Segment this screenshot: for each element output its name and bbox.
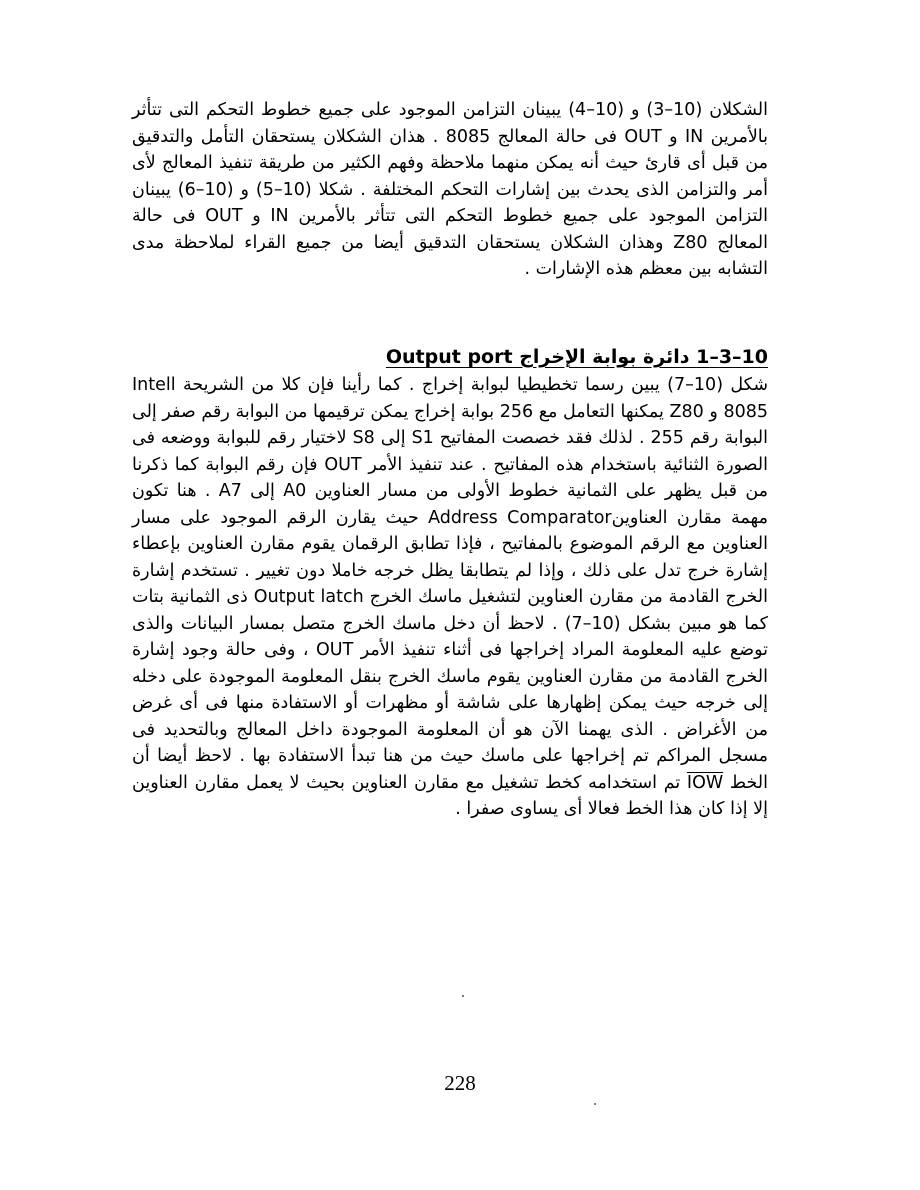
intro-paragraph: الشكلان (10–3) و (10–4) يبينان التزامن الموجود على جميع خطوط التحكم التى تتأثر بالأمرين IN و OUT فى حالة المعالج 8085 . هذان الشكلان يستحقان التأمل والتدقيق من قبل أى قارئ حيث أنه يمكن منهما ملاحظة وفهم الكثير من طريقة تنفيذ المعالج لأى أمر والتزامن الذى يحدث بين إشارات التحكم المختلفة . شكلا (10–5) و (10–6) يبينان التزامن الموجود على جميع خطوط التحكم التى تتأثر بالأمرين IN و OUT فى حالة المعالج Z80 وهذان الشكلان يستحقان التدقيق أيضا من جميع القراء لملاحظة مدى التشابه بين معظم هذه الإشارات . (132, 100, 769, 279)
scan-speck (462, 995, 464, 997)
body-paragraph-end: تم استخدامه كخط تشغيل مع مقارن العناوين بحيث لا يعمل مقارن العناوين إلا إذا كان هذا الخط فعالا أى يساوى صفرا . (132, 772, 768, 819)
body-paragraph-block (132, 372, 768, 823)
iow-signal-label: IOW (686, 772, 724, 793)
section-heading: 10–3–1 دائرة بوابة الإخراج Output port (385, 346, 768, 368)
scan-speck (594, 1103, 596, 1105)
body-paragraph-main: شكل (10–7) يبين رسما تخطيطيا لبوابة إخراج . كما رأينا فإن كلا من الشريحة Intell 8085 و Z80 يمكنها التعامل مع 256 بوابة إخراج يمكن ترقيمها من البوابة رقم صفر إلى البوابة رقم 255 . لذلك فقد خصصت المفاتيح S1 إلى S8 لاختيار رقم للبوابة ووضعه فى الصورة الثنائية باستخدام هذه المفاتيح . عند تنفيذ الأمر OUT فإن رقم البوابة كما ذكرنا من قبل يظهر على الثمانية خطوط الأولى من مسار العناوين A0 إلى A7 . هنا تكون مهمة مقارن العناوينAddress Comparator حيث يقارن الرقم الموجود على مسار العناوين مع الرقم الموضوع بالمفاتيح ، فإذا تطابق الرقمان يقوم مقارن العناوين بإعطاء إشارة خرج تدل على ذلك ، وإذا لم يتطابقا يظل خرجه خاملا دون تغيير . تستخدم إشارة الخرج القادمة من مقارن العناوين لتشغيل ماسك الخرج Output latch ذى الثمانية بتات كما هو مبين بشكل (10–7) . لاحظ أن دخل ماسك الخرج متصل بمسار البيانات والذى توضع عليه المعلومة المراد إخراجها فى أثناء تنفيذ الأمر OUT ، وفى حالة وجود إشارة الخرج القادمة من مقارن العناوين يقوم ماسك الخرج بنقل المعلومة الموجودة على دخله إلى خرجه حيث يمكن إظهارها على شاشة أو مظهرات أو الاستفادة منها فى أى غرض من الأغراض . الذى يهمنا الآن هو أن المعلومة الموجودة داخل المعالج وبالتحديد فى مسجل المراكم تم إخراجها على ماسك حيث من هنا تبدأ الاستفادة بها . لاحظ أيضا أن الخط (132, 375, 769, 793)
intro-paragraph-block (132, 97, 768, 283)
page-number: 228 (444, 1071, 476, 1095)
body-paragraph (132, 372, 768, 823)
